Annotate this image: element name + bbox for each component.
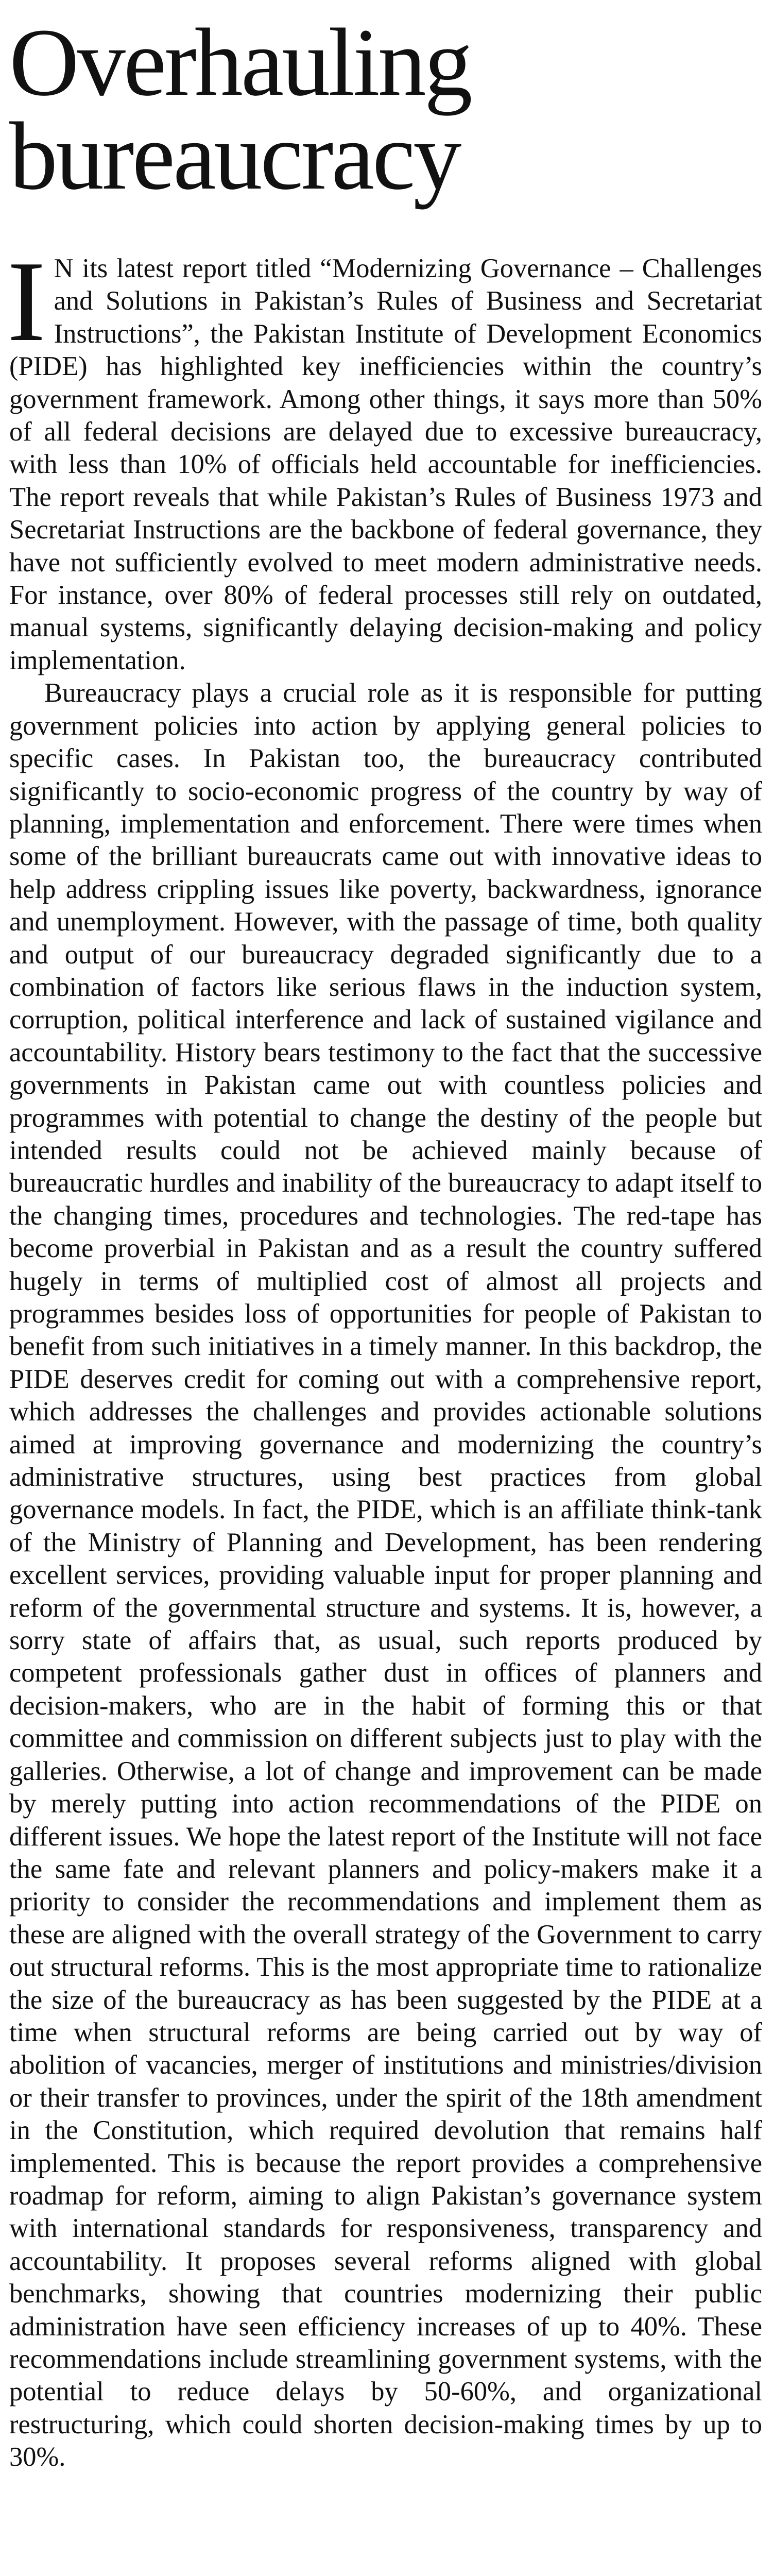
- headline-line-2: bureaucracy: [9, 102, 460, 210]
- paragraph-1: [7, 238, 762, 677]
- headline: [9, 0, 762, 210]
- paragraph-2: [9, 677, 762, 2473]
- editorial-article: [9, 0, 762, 2474]
- drop-cap: I: [7, 238, 46, 365]
- paragraph-1-text: N its latest report titled “Modernizing Governance – Challenges and Solutions in Pakistan’s Rules of Business and Secretariat Instructions”, the Pakistan Institute of Development Economics (PIDE) has highlighted key inefficiencies within the country’s government framework. Among other things, it says more than 50% of all federal decisions are delayed due to excessive bureaucracy, with less than 10% of officials held accountable for inefficiencies. The report reveals that while Pakistan’s Rules of Business 1973 and Secretariat Instructions are the backbone of federal governance, they have not sufficiently evolved to meet modern administrative needs. For instance, over 80% of federal processes still rely on outdated, manual systems, significantly delaying decision-making and policy implementation.: [9, 253, 762, 675]
- paragraph-2-text: Bureaucracy plays a crucial role as it is responsible for putting government policies into action by applying general policies to specific cases. In Pakistan too, the bureaucracy contributed significantly to socio-economic progress of the country by way of planning, implementation and enforcement. There were times when some of the brilliant bureaucrats came out with innovative ideas to help address crippling issues like poverty, backwardness, ignorance and unemployment. However, with the passage of time, both quality and output of our bureaucracy degraded significantly due to a combination of factors like serious flaws in the induction system, corruption, political interference and lack of sustained vigilance and accountability. History bears testimony to the fact that the successive governments in Pakistan came out with countless policies and programmes with potential to change the destiny of the people but intended results could not be achieved mainly because of bureaucratic hurdles and inability of the bureaucracy to adapt itself to the changing times, procedures and technologies. The red-tape has become proverbial in Pakistan and as a result the country suffered hugely in terms of multiplied cost of almost all projects and programmes besides loss of opportunities for people of Pakistan to benefit from such initiatives in a timely manner. In this backdrop, the PIDE deserves credit for coming out with a comprehensive report, which addresses the challenges and provides actionable solutions aimed at improving governance and modernizing the country’s administrative structures, using best practices from global governance models. In fact, the PIDE, which is an affiliate think-tank of the Ministry of Planning and Development, has been rendering excellent services, providing valuable input for proper planning and reform of the governmental structure and systems. It is, however, a sorry state of affairs that, as usual, such reports produced by competent professionals gather dust in offices of planners and decision-makers, who are in the habit of forming this or that committee and commission on different subjects just to play with the galleries. Otherwise, a lot of change and improvement can be made by merely putting into action recommendations of the PIDE on different issues. We hope the latest report of the Institute will not face the same fate and relevant planners and policy-makers make it a priority to consider the recommendations and implement them as these are aligned with the overall strategy of the Government to carry out structural reforms. This is the most appropriate time to rationalize the size of the bureaucracy as has been suggested by the PIDE at a time when structural reforms are being carried out by way of abolition of vacancies, merger of institutions and ministries/division or their transfer to provinces, under the spirit of the 18th amendment in the Constitution, which required devolution that remains half implemented. This is because the report provides a comprehensive roadmap for reform, aiming to align Pakistan’s governance system with international standards for responsiveness, transparency and accountability. It proposes several reforms aligned with global benchmarks, showing that countries modernizing their public administration have seen efficiency increases of up to 40%. These recommendations include streamlining government systems, with the potential to reduce delays by 50-60%, and organizational restructuring, which could shorten decision-making times by up to 30%.: [9, 678, 762, 2472]
- headline-line-1: Overhauling: [9, 8, 471, 116]
- article-body: [7, 238, 762, 2474]
